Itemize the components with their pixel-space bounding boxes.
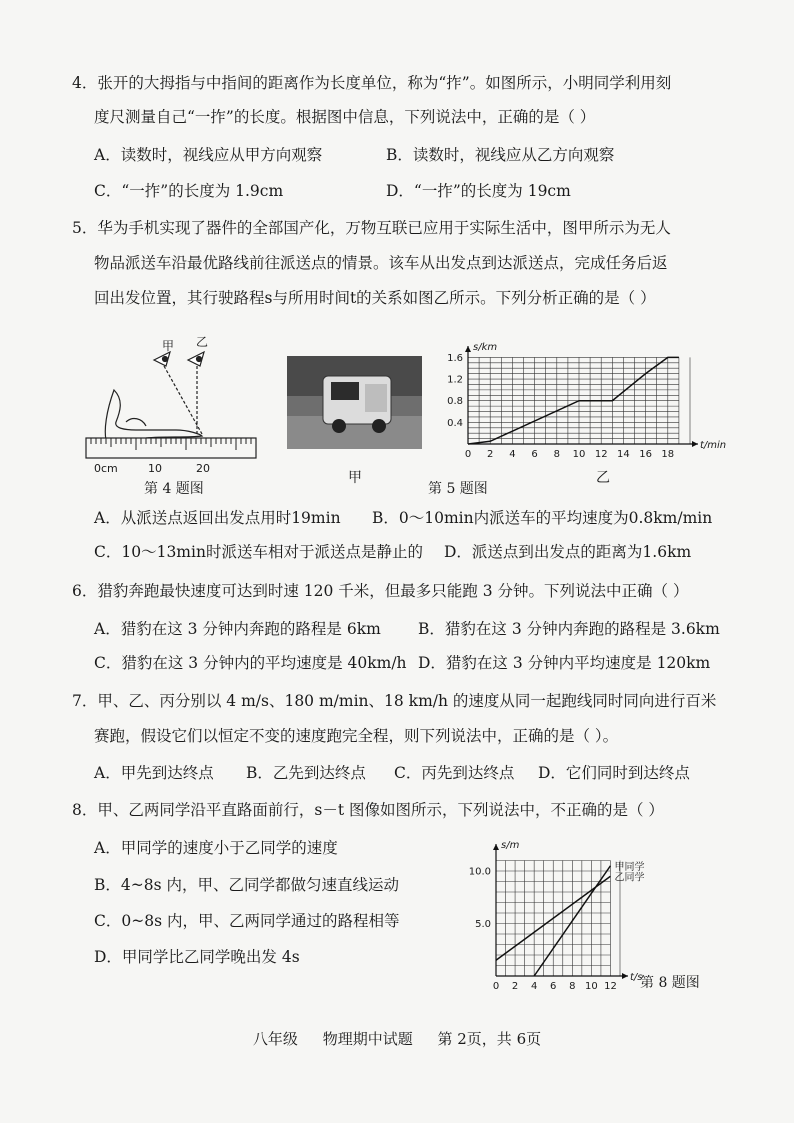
q7-option-b: B．乙先到达终点 [246, 764, 366, 782]
q4-stem-line1: 4．张开的大拇指与中指间的距离作为长度单位，称为“拃”。如图所示，小明同学利用刻 [72, 74, 672, 92]
q8-option-b: B．4~8s 内，甲、乙同学都做匀速直线运动 [94, 876, 399, 894]
q5-stem-line1: 5．华为手机实现了器件的全部国产化，万物互联已应用于实际生活中，图甲所示为无人 [72, 219, 671, 237]
q5-option-a: A．从派送点返回出发点用时19min [94, 509, 341, 527]
y-axis-arrow-icon [493, 844, 499, 850]
series-label: 乙同学 [614, 872, 645, 884]
x-tick-label: 10 [585, 981, 598, 992]
fig4-ruler-figure [76, 330, 266, 480]
q6-option-d: D．猎豹在这 3 分钟内平均速度是 120km [418, 654, 711, 672]
x-axis-label: t/s [630, 972, 643, 983]
y-tick-label: 0.4 [447, 417, 463, 429]
q6-option-a: A．猎豹在这 3 分钟内奔跑的路程是 6km [94, 620, 381, 638]
q8-option-d: D．甲同学比乙同学晚出发 4s [94, 948, 300, 966]
fig4-label-yi: 乙 [196, 335, 209, 349]
x-tick-label: 6 [531, 449, 538, 460]
series-label: 甲同学 [614, 861, 645, 873]
q5-option-b: B．0～10min内派送车的平均速度为0.8km/min [372, 509, 713, 527]
fig4-caption: 第 4 题图 [144, 481, 204, 497]
q6-stem-line1: 6．猎豹奔跑最快速度可达到时速 120 千米，但最多只能跑 3 分钟。下列说法中正确（ ） [72, 582, 689, 600]
x-axis-arrow-icon [622, 973, 628, 979]
q7-option-c: C．丙先到达终点 [394, 764, 515, 782]
footer-subject: 物理期中试题 [322, 1030, 413, 1048]
q4-option-c: C．“一拃”的长度为 1.9cm [94, 182, 284, 200]
q7-option-a: A．甲先到达终点 [94, 764, 214, 782]
y-tick-label: 1.6 [447, 352, 463, 364]
q5-stem-line3: 回出发位置，其行驶路程s与所用时间t的关系如图乙所示。下列分析正确的是（ ） [94, 289, 656, 307]
q4-stem-line2: 度尺测量自己“一拃”的长度。根据图中信息，下列说法中，正确的是（ ） [94, 108, 596, 126]
footer-grade: 八年级 [252, 1030, 298, 1048]
fig5-caption: 第 5 题图 [428, 481, 488, 497]
eye-jia-icon [154, 352, 170, 366]
q4-option-d: D．“一拃”的长度为 19cm [386, 182, 571, 200]
y-tick-label: 0.8 [447, 396, 463, 408]
y-axis-label: s/km [473, 342, 498, 353]
x-tick-label: 8 [569, 981, 576, 992]
x-tick-label: 8 [553, 449, 560, 460]
q8-stem-line1: 8．甲、乙两同学沿平直路面前行，s－t 图像如图所示，下列说法中，不正确的是（ ） [72, 801, 664, 819]
x-tick-label: 2 [487, 449, 494, 460]
fig8-st-chart [468, 836, 648, 994]
fig8-caption: 第 8 题图 [640, 975, 700, 991]
y-axis-label: s/m [501, 840, 520, 851]
footer-page: 第 2页，共 6页 [437, 1030, 542, 1048]
fig4-tick-10: 10 [148, 462, 162, 475]
fig4-label-jia: 甲 [162, 339, 175, 353]
x-tick-label: 16 [639, 449, 652, 460]
x-tick-label: 0 [492, 981, 500, 992]
y-tick-label: 10.0 [468, 866, 491, 878]
x-tick-label: 12 [594, 449, 608, 460]
x-tick-label: 0 [464, 449, 472, 460]
x-tick-label: 2 [511, 981, 519, 992]
y-tick-label: 5.0 [475, 919, 491, 930]
q7-option-d: D．它们同时到达终点 [538, 764, 690, 782]
q5-option-c: C．10～13min时派送车相对于派送点是静止的 [94, 543, 423, 561]
q6-option-c: C．猎豹在这 3 分钟内的平均速度是 40km/h [94, 654, 407, 672]
eye-yi-icon [188, 352, 204, 366]
q7-stem-line2: 赛跑，假设它们以恒定不变的速度跑完全程，则下列说法中，正确的是（ ）。 [94, 727, 619, 745]
q7-stem-line1: 7．甲、乙、丙分别以 4 m/s、180 m/min、18 km/h 的速度从同一起跑线同时同向进行百米 [72, 692, 717, 710]
q4-option-a: A．读数时，视线应从甲方向观察 [94, 146, 323, 164]
x-tick-label: 14 [617, 449, 630, 460]
page-footer [0, 1028, 794, 1049]
q5-stem-line2: 物品派送车沿最优路线前往派送点的情景。该车从出发点到达派送点，完成任务后返 [94, 254, 668, 272]
q8-option-a: A．甲同学的速度小于乙同学的速度 [94, 839, 338, 857]
x-axis-label: t/min [700, 440, 727, 451]
q5-option-d: D．派送点到出发点的距离为1.6km [444, 543, 692, 561]
x-axis-arrow-icon [692, 441, 698, 447]
fig5-st-chart [446, 338, 727, 462]
q4-option-b: B．读数时，视线应从乙方向观察 [386, 146, 615, 164]
x-tick-label: 4 [530, 981, 538, 992]
x-tick-label: 4 [509, 449, 516, 460]
fig5-delivery-photo [287, 356, 422, 449]
x-tick-label: 10 [572, 449, 586, 460]
fig5-label-yi: 乙 [596, 470, 610, 486]
x-tick-label: 6 [550, 981, 557, 992]
y-tick-label: 1.2 [447, 374, 463, 386]
fig4-tick-20: 20 [196, 462, 210, 475]
x-tick-label: 12 [604, 981, 617, 992]
y-axis-arrow-icon [465, 346, 471, 352]
q6-option-b: B．猎豹在这 3 分钟内奔跑的路程是 3.6km [418, 620, 720, 638]
delivery-vehicle-icon [323, 376, 391, 433]
fig4-tick-0: 0cm [94, 462, 118, 475]
q8-option-c: C．0~8s 内，甲、乙两同学通过的路程相等 [94, 912, 400, 930]
fig5-label-jia: 甲 [348, 470, 362, 486]
x-tick-label: 18 [661, 449, 675, 460]
